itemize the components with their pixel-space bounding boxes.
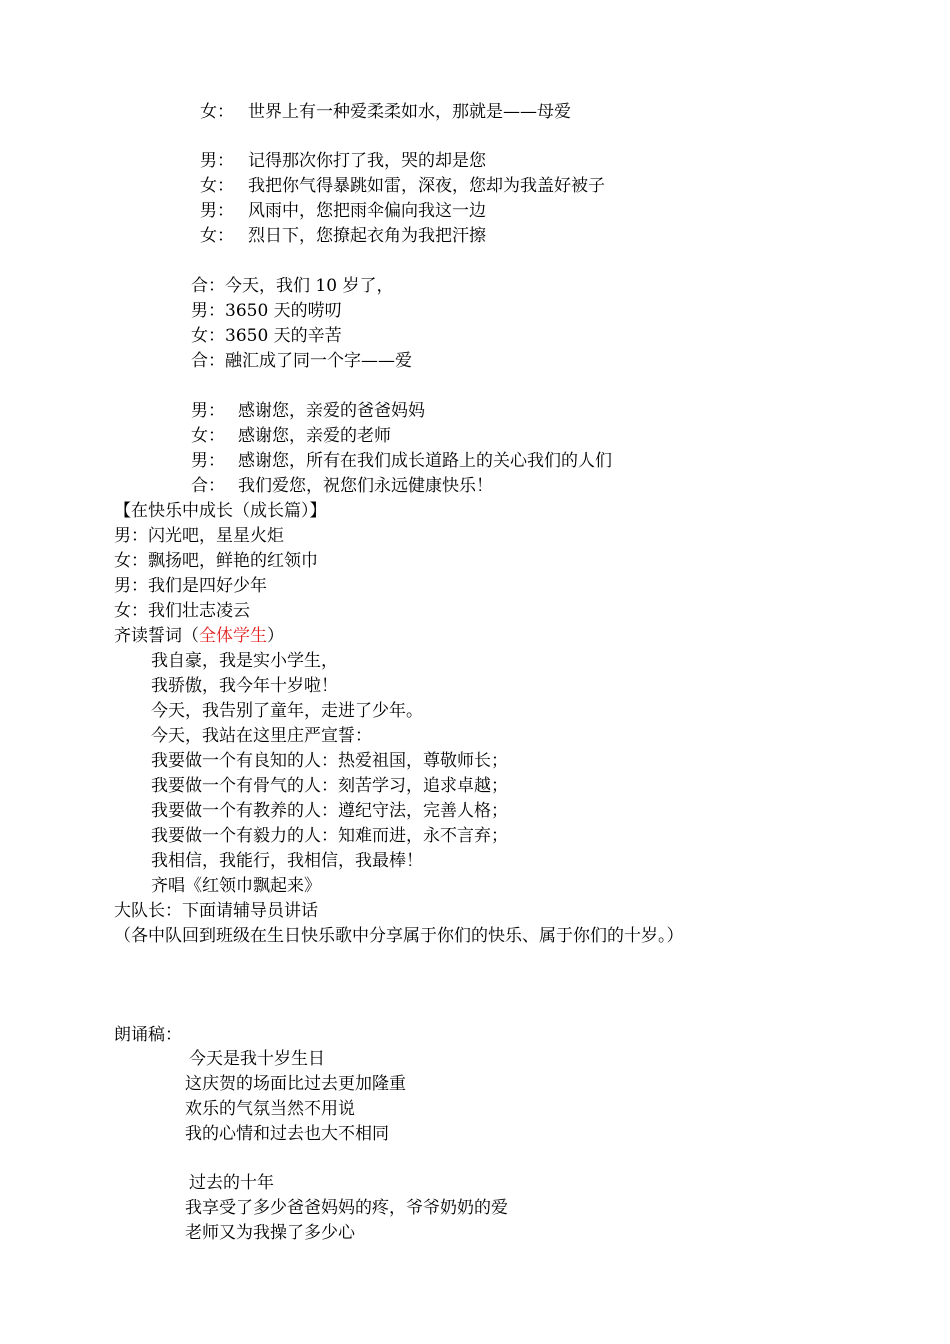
- poem-line: 我的心情和过去也大不相同: [185, 1124, 389, 1144]
- oath-line: 我要做一个有毅力的人：知难而进，永不言弃；: [151, 826, 508, 846]
- oath-line: 今天，我告别了童年，走进了少年。: [151, 701, 423, 721]
- poem-line: 我享受了多少爸爸妈妈的疼，爷爷奶奶的爱: [185, 1198, 508, 1218]
- dialogue-line: 男：3650 天的唠叨: [191, 301, 342, 321]
- oath-line: 我骄傲，我今年十岁啦！: [151, 676, 338, 696]
- dialogue-line: [200, 101, 571, 123]
- poem-line: 今天是我十岁生日: [189, 1049, 325, 1069]
- dialogue-line: [200, 200, 486, 222]
- speaker-label: 女：: [200, 102, 234, 122]
- dialogue-line: [191, 425, 391, 447]
- line-text: 感谢您，亲爱的爸爸妈妈: [238, 401, 425, 421]
- dialogue-line: 女：飘扬吧，鲜艳的红领巾: [114, 551, 318, 571]
- oath-heading: [114, 625, 284, 647]
- oath-line: 我要做一个有良知的人：热爱祖国，尊敬师长；: [151, 751, 508, 771]
- section-heading: 【在快乐中成长（成长篇）】: [114, 501, 327, 521]
- poem-line: 过去的十年: [189, 1173, 274, 1193]
- oath-line: 我要做一个有教养的人：遵纪守法，完善人格；: [151, 801, 508, 821]
- oath-line: 我相信，我能行，我相信，我最棒！: [151, 851, 423, 871]
- speaker-label: 男：: [191, 401, 225, 421]
- dialogue-line: 合：融汇成了同一个字——爱: [191, 351, 412, 371]
- line-text: 世界上有一种爱柔柔如水，那就是——母爱: [248, 102, 571, 122]
- dialogue-line: 合：今天，我们 10 岁了，: [191, 276, 394, 296]
- dialogue-line: [200, 225, 486, 247]
- dialogue-line: [191, 450, 612, 472]
- line-text: 我把你气得暴跳如雷，深夜，您却为我盖好被子: [248, 176, 605, 196]
- dialogue-line: [200, 175, 605, 197]
- oath-line: 今天，我站在这里庄严宣誓：: [151, 726, 372, 746]
- line-text: 我们爱您，祝您们永远健康快乐！: [238, 476, 493, 496]
- poem-line: 欢乐的气氛当然不用说: [185, 1099, 355, 1119]
- stage-direction: （各中队回到班级在生日快乐歌中分享属于你们的快乐、属于你们的十岁。）: [114, 926, 684, 946]
- poem-line: 老师又为我操了多少心: [185, 1223, 355, 1243]
- line-text: 感谢您，亲爱的老师: [238, 426, 391, 446]
- speaker-label: 合：: [191, 476, 225, 496]
- dialogue-line: [191, 475, 493, 497]
- song-line: 齐唱《红领巾飘起来》: [151, 876, 321, 896]
- speaker-label: 女：: [200, 226, 234, 246]
- line-text: 烈日下，您撩起衣角为我把汗擦: [248, 226, 486, 246]
- speaker-label: 女：: [191, 426, 225, 446]
- speaker-label: 男：: [200, 201, 234, 221]
- line-text: 记得那次你打了我，哭的却是您: [248, 151, 486, 171]
- dialogue-line: 男：闪光吧，星星火炬: [114, 526, 284, 546]
- line-text: 风雨中，您把雨伞偏向我这一边: [248, 201, 486, 221]
- speaker-label: 男：: [200, 151, 234, 171]
- dialogue-line: [200, 150, 486, 172]
- dialogue-line: 女：3650 天的辛苦: [191, 326, 342, 346]
- oath-heading-suffix: ）: [267, 626, 284, 646]
- dialogue-line: [191, 400, 425, 422]
- oath-line: 我要做一个有骨气的人：刻苦学习，追求卓越；: [151, 776, 508, 796]
- speaker-label: 女：: [200, 176, 234, 196]
- recitation-heading: 朗诵稿：: [114, 1025, 182, 1045]
- oath-heading-prefix: 齐读誓词（: [114, 626, 199, 646]
- dialogue-line: 大队长：下面请辅导员讲话: [114, 901, 318, 921]
- line-text: 感谢您，所有在我们成长道路上的关心我们的人们: [238, 451, 612, 471]
- dialogue-line: 男：我们是四好少年: [114, 576, 267, 596]
- oath-line: 我自豪，我是实小学生，: [151, 651, 338, 671]
- speaker-label: 男：: [191, 451, 225, 471]
- dialogue-line: 女：我们壮志凌云: [114, 601, 250, 621]
- poem-line: 这庆贺的场面比过去更加隆重: [185, 1074, 406, 1094]
- oath-participants: 全体学生: [199, 626, 267, 646]
